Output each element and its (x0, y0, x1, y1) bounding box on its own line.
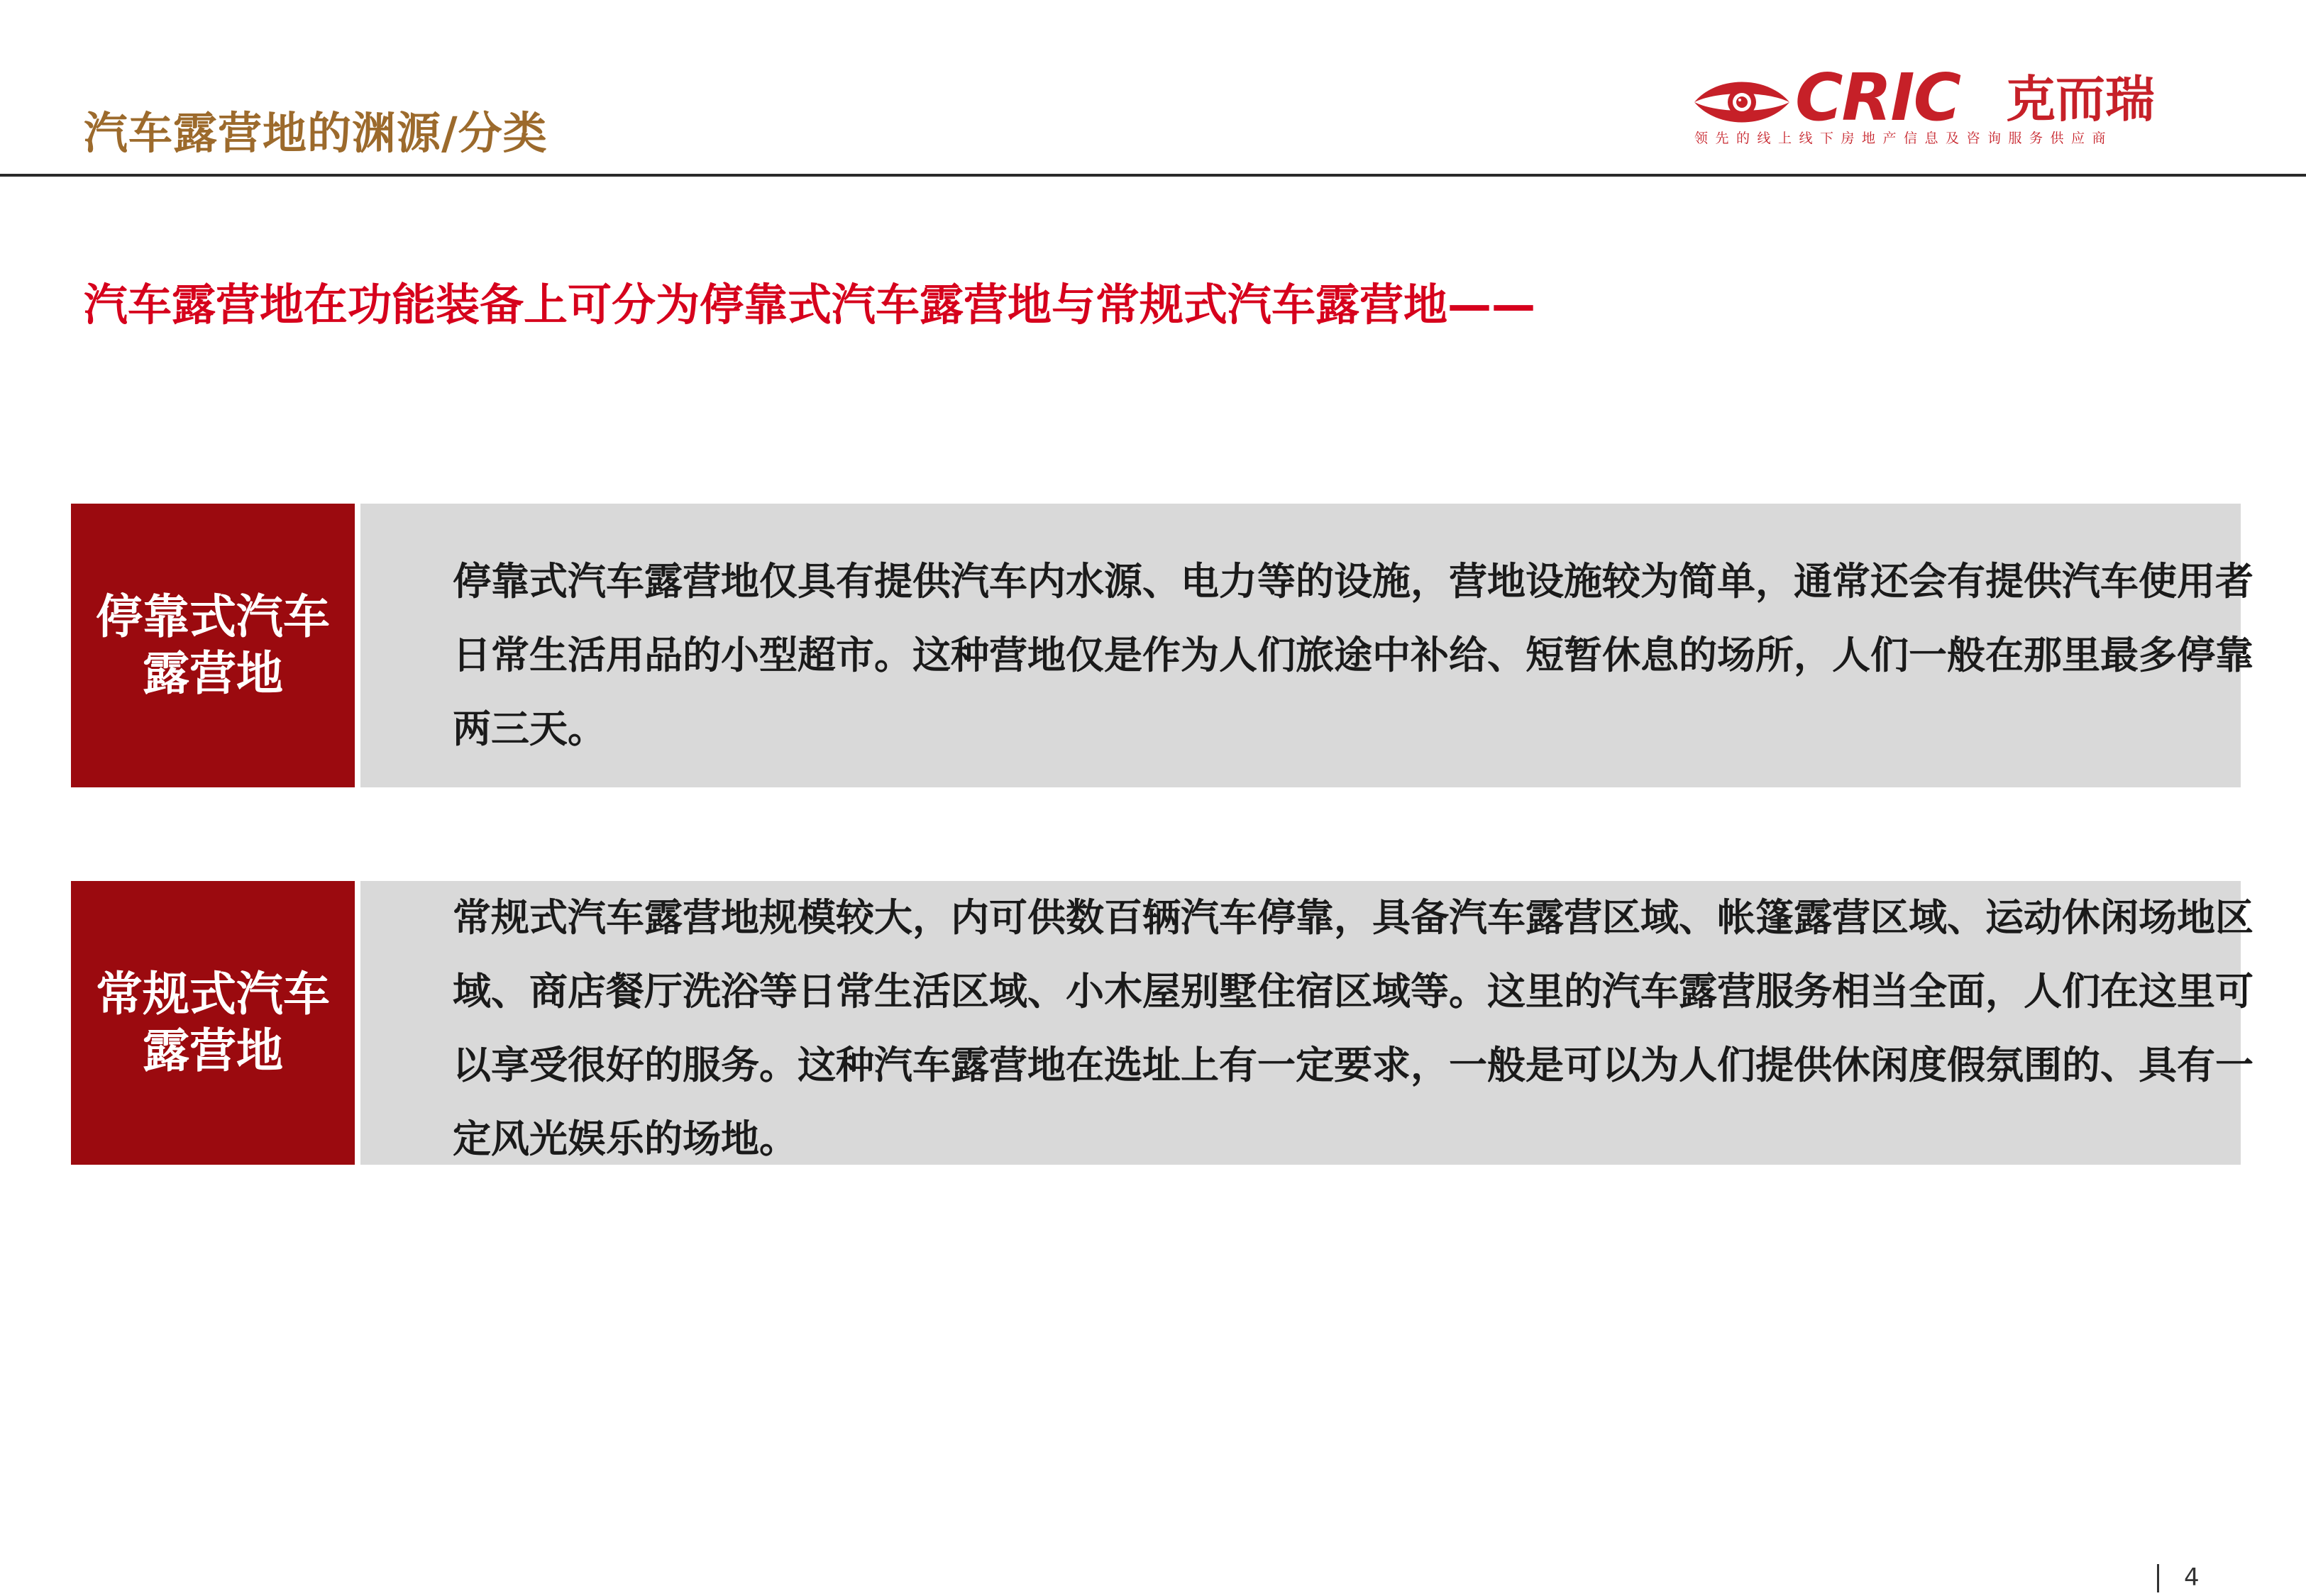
category-description-box (360, 504, 2253, 787)
page-title: 汽车露营地的渊源/分类 (84, 107, 548, 159)
category-row-regular (71, 881, 2253, 1165)
category-label-box (71, 504, 355, 787)
category-label: 停靠式汽车露营地 (96, 589, 330, 701)
category-description: 常规式汽车露营地规模较大，内可供数百辆汽车停靠，具备汽车露营区域、帐篷露营区域、运动休闲场地区域、商店餐厅洗浴等日常生活区域、小木屋别墅住宿区域等。这里的汽车露营服务相当全面，人们在这里可以享受很好的服务。这种汽车露营地在选址上有一定要求，一般是可以为人们提供休闲度假氛围的、具有一定风光娱乐的场地。 (453, 895, 2253, 1161)
page-number-divider (2157, 1564, 2159, 1592)
logo-tagline: 领先的线上线下房地产信息及咨询服务供应商 (1694, 131, 2114, 146)
category-description-box (360, 881, 2253, 1165)
category-description: 停靠式汽车露营地仅具有提供汽车内水源、电力等的设施，营地设施较为简单，通常还会有提供汽车使用者日常生活用品的小型超市。这种营地仅是作为人们旅途中补给、短暂休息的场所，人们一般在那里最多停靠两三天。 (453, 559, 2253, 751)
page-number: 4 (2184, 1563, 2200, 1592)
logo-chinese-text: 克而瑞 (2006, 70, 2155, 128)
header-divider (0, 174, 2306, 177)
eye-logo-icon (1689, 70, 1795, 133)
cric-logo (1689, 57, 2157, 149)
category-label: 常规式汽车露营地 (96, 967, 330, 1078)
logo-latin-text: CRIC (1795, 60, 1960, 135)
category-label-box (71, 881, 355, 1165)
section-subtitle: 汽车露营地在功能装备上可分为停靠式汽车露营地与常规式汽车露营地—— (84, 279, 1536, 331)
category-row-docking (71, 504, 2253, 787)
